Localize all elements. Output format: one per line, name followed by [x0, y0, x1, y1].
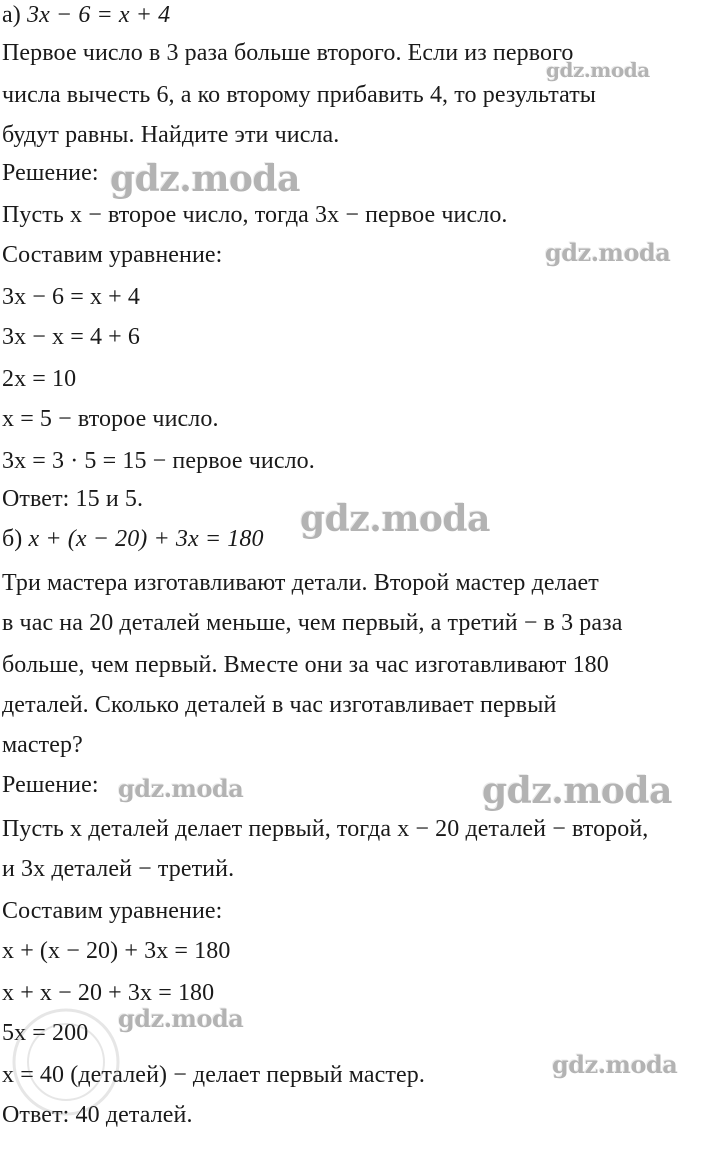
- part-b-step-2: и 3x деталей − третий.: [2, 856, 235, 882]
- part-b-answer: Ответ: 40 деталей.: [2, 1102, 193, 1128]
- part-a-solution-label: Решение:: [2, 160, 99, 186]
- part-a-problem-line-3: будут равны. Найдите эти числа.: [2, 122, 340, 148]
- watermark-1: gdz.moda: [546, 58, 650, 82]
- part-a-equation: 3x − 6 = x + 4: [26, 2, 171, 28]
- part-a-step-3: 3x − 6 = x + 4: [2, 284, 141, 310]
- part-a-step-5: 2x = 10: [2, 366, 77, 392]
- watermark-7: gdz.moda: [118, 1004, 244, 1033]
- part-a-step-1: Пусть x − второе число, тогда 3x − первое число.: [2, 202, 508, 228]
- part-a-step-4: 3x − x = 4 + 6: [2, 324, 141, 350]
- part-b-problem-line-2: в час на 20 деталей меньше, чем первый, а третий − в 3 раза: [2, 610, 623, 636]
- part-b-step-1: Пусть x деталей делает первый, тогда x − 20 деталей − второй,: [2, 816, 649, 842]
- part-b-step-6: 5x = 200: [2, 1020, 89, 1046]
- part-b-label: б): [2, 526, 23, 552]
- part-a-answer: Ответ: 15 и 5.: [2, 486, 144, 512]
- part-a-step-7: 3x = 3 · 5 = 15 − первое число.: [2, 448, 315, 474]
- part-a-header: [2, 0, 170, 30]
- part-b-header: [2, 524, 264, 554]
- part-b-step-7: x = 40 (деталей) − делает первый мастер.: [2, 1062, 425, 1088]
- part-a-step-2: Составим уравнение:: [2, 242, 223, 268]
- part-a-problem-line-1: Первое число в 3 раза больше второго. Если из первого: [2, 40, 574, 66]
- part-b-solution-label: Решение:: [2, 772, 99, 798]
- part-b-problem-line-5: мастер?: [2, 732, 83, 758]
- watermark-2: gdz.moda: [110, 158, 300, 200]
- watermark-5: gdz.moda: [118, 774, 244, 803]
- watermark-6: gdz.moda: [482, 770, 672, 812]
- watermark-8: gdz.moda: [552, 1050, 678, 1079]
- part-a-step-6: x = 5 − второе число.: [2, 406, 219, 432]
- part-b-equation: x + (x − 20) + 3x = 180: [28, 526, 264, 552]
- part-b-step-5: x + x − 20 + 3x = 180: [2, 980, 215, 1006]
- faint-stamp-icon: [6, 1002, 126, 1122]
- part-b-step-4: x + (x − 20) + 3x = 180: [2, 938, 231, 964]
- part-b-step-3: Составим уравнение:: [2, 898, 223, 924]
- watermark-3: gdz.moda: [545, 238, 671, 267]
- part-a-problem-line-2: числа вычесть 6, а ко второму прибавить 4, то результаты: [2, 82, 597, 108]
- watermark-4: gdz.moda: [300, 498, 490, 540]
- part-a-label: а): [2, 2, 21, 28]
- part-b-problem-line-3: больше, чем первый. Вместе они за час изготавливают 180: [2, 652, 609, 678]
- part-b-problem-line-1: Три мастера изготавливают детали. Второй мастер делает: [2, 570, 599, 596]
- part-b-problem-line-4: деталей. Сколько деталей в час изготавливает первый: [2, 692, 557, 718]
